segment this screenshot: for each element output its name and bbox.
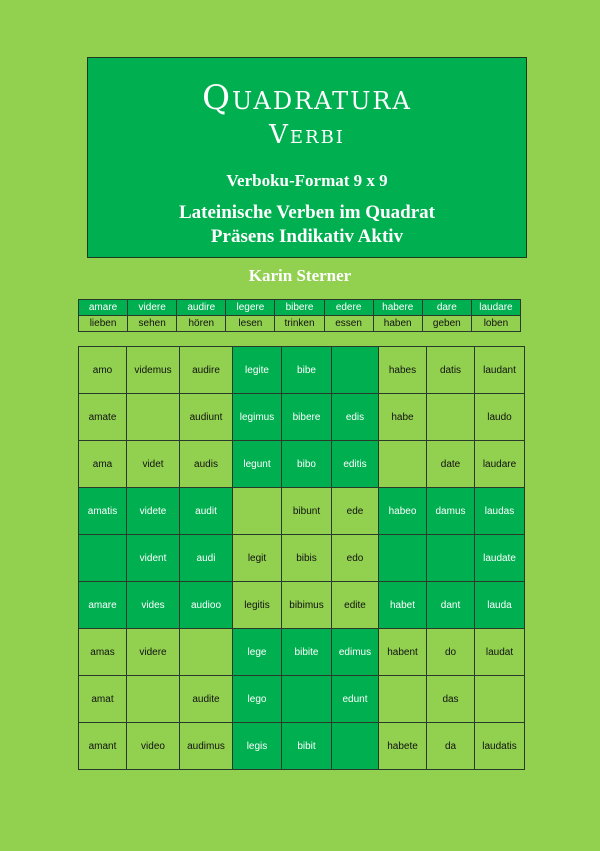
grid-cell: legis [233, 723, 282, 770]
grid-cell: ama [79, 441, 127, 488]
grid-row [79, 676, 525, 723]
grid-cell: audi [180, 535, 233, 582]
grid-cell: laudate [475, 535, 525, 582]
title-box [87, 57, 527, 258]
grid-cell: laudant [475, 347, 525, 394]
grid-cell: videre [127, 629, 180, 676]
title-sub: Verbi [269, 120, 345, 150]
grid-cell: habent [379, 629, 427, 676]
legend-german-cell: geben [422, 316, 471, 332]
grid-row [79, 394, 525, 441]
grid-cell: audire [180, 347, 233, 394]
grid-cell: audis [180, 441, 233, 488]
grid-cell [127, 394, 180, 441]
grid-cell: amo [79, 347, 127, 394]
grid-cell: amatis [79, 488, 127, 535]
subtitle-line-1: Lateinische Verben im Quadrat [179, 202, 435, 223]
grid-cell: habet [379, 582, 427, 629]
legend-german-cell: haben [373, 316, 422, 332]
grid-cell: edis [332, 394, 379, 441]
grid-cell: laudatis [475, 723, 525, 770]
legend-german-cell: essen [324, 316, 373, 332]
grid-row [79, 629, 525, 676]
grid-cell [379, 535, 427, 582]
grid-cell: ede [332, 488, 379, 535]
legend-latin-cell: dare [422, 300, 471, 316]
grid-cell [427, 394, 475, 441]
grid-cell: bibis [282, 535, 332, 582]
grid-cell [282, 676, 332, 723]
grid-cell [379, 676, 427, 723]
grid-cell: videt [127, 441, 180, 488]
grid-cell [127, 676, 180, 723]
grid-cell: amant [79, 723, 127, 770]
legend-german-cell: lesen [226, 316, 275, 332]
grid-cell: audite [180, 676, 233, 723]
grid-cell: legimus [233, 394, 282, 441]
grid-cell: bibite [282, 629, 332, 676]
grid-row [79, 441, 525, 488]
verb-legend [78, 299, 521, 332]
legend-german-cell: hören [177, 316, 226, 332]
grid-cell: amat [79, 676, 127, 723]
grid-cell: habes [379, 347, 427, 394]
grid-cell: lege [233, 629, 282, 676]
grid-cell: laudat [475, 629, 525, 676]
grid-cell: edunt [332, 676, 379, 723]
grid-cell [332, 347, 379, 394]
grid-cell: amate [79, 394, 127, 441]
grid-cell: edo [332, 535, 379, 582]
grid-cell: vident [127, 535, 180, 582]
grid-cell: habe [379, 394, 427, 441]
grid-cell: audit [180, 488, 233, 535]
grid-cell: videmus [127, 347, 180, 394]
grid-cell: vides [127, 582, 180, 629]
grid-cell: date [427, 441, 475, 488]
grid-cell: lego [233, 676, 282, 723]
legend-latin-cell: edere [324, 300, 373, 316]
grid-cell: bibit [282, 723, 332, 770]
grid-cell: dant [427, 582, 475, 629]
grid-cell: legite [233, 347, 282, 394]
title-main: Quadratura [202, 78, 412, 118]
legend-latin-cell: legere [226, 300, 275, 316]
legend-latin-cell: laudare [471, 300, 520, 316]
grid-cell: laudas [475, 488, 525, 535]
legend-latin-cell: habere [373, 300, 422, 316]
grid-cell: videte [127, 488, 180, 535]
grid-cell: bibe [282, 347, 332, 394]
grid-cell: das [427, 676, 475, 723]
grid-cell: bibunt [282, 488, 332, 535]
grid-row [79, 582, 525, 629]
subtitle-line-2: Präsens Indikativ Aktiv [210, 226, 404, 247]
grid-cell [233, 488, 282, 535]
grid-cell: audioo [180, 582, 233, 629]
grid-cell: datis [427, 347, 475, 394]
grid-cell: habete [379, 723, 427, 770]
legend-latin-cell: videre [128, 300, 177, 316]
grid-cell: lauda [475, 582, 525, 629]
grid-cell: editis [332, 441, 379, 488]
grid-row [79, 488, 525, 535]
grid-cell: audimus [180, 723, 233, 770]
grid-cell: do [427, 629, 475, 676]
legend-german-cell: loben [471, 316, 520, 332]
verboku-grid [78, 346, 525, 770]
grid-cell: amare [79, 582, 127, 629]
grid-cell: bibo [282, 441, 332, 488]
grid-cell [427, 535, 475, 582]
grid-cell: audiunt [180, 394, 233, 441]
legend-german-cell: sehen [128, 316, 177, 332]
legend-german-cell: trinken [275, 316, 324, 332]
grid-cell: habeo [379, 488, 427, 535]
grid-cell: laudo [475, 394, 525, 441]
grid-cell [332, 723, 379, 770]
grid-cell: video [127, 723, 180, 770]
legend-german-row [79, 316, 521, 332]
grid-cell [475, 676, 525, 723]
format-label: Verboku-Format 9 x 9 [226, 171, 388, 190]
legend-latin-cell: amare [79, 300, 128, 316]
grid-cell [180, 629, 233, 676]
grid-row [79, 347, 525, 394]
grid-row [79, 535, 525, 582]
legend-latin-row [79, 300, 521, 316]
grid-cell: laudare [475, 441, 525, 488]
grid-cell [79, 535, 127, 582]
legend-latin-cell: audire [177, 300, 226, 316]
grid-cell: da [427, 723, 475, 770]
grid-cell: edite [332, 582, 379, 629]
legend-german-cell: lieben [79, 316, 128, 332]
grid-cell: legit [233, 535, 282, 582]
grid-cell: edimus [332, 629, 379, 676]
grid-cell: damus [427, 488, 475, 535]
subtitle [88, 201, 526, 249]
grid-cell: bibimus [282, 582, 332, 629]
grid-row [79, 723, 525, 770]
grid-cell: legunt [233, 441, 282, 488]
legend-latin-cell: bibere [275, 300, 324, 316]
grid-cell: legitis [233, 582, 282, 629]
author: Karin Sterner [248, 266, 352, 285]
grid-cell: amas [79, 629, 127, 676]
grid-cell [379, 441, 427, 488]
grid-cell: bibere [282, 394, 332, 441]
